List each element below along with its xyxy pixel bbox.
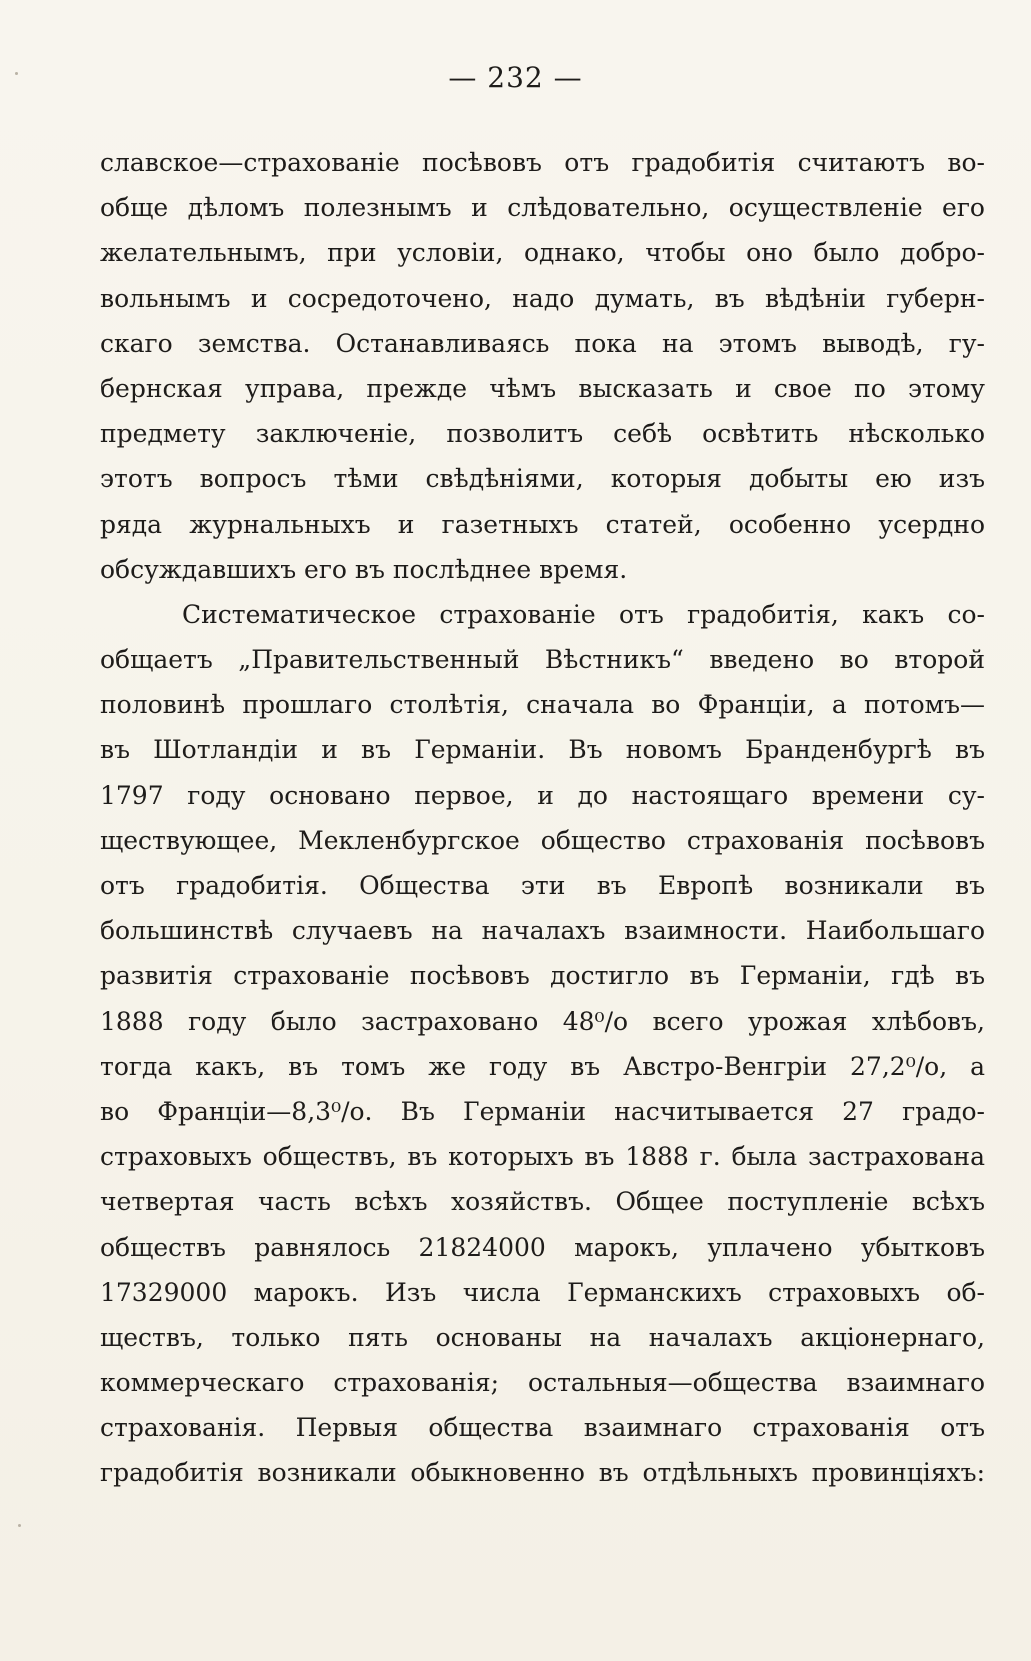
paper-speck bbox=[18, 1524, 21, 1527]
text-line: славское—страхованіе посѣвовъ отъ градобитія считаютъ во- bbox=[100, 148, 985, 177]
text-line: ществъ, только пять основаны на началахъ акціонернаго, bbox=[100, 1322, 985, 1352]
text-line: четвертая часть всѣхъ хозяйствъ. Общее поступленіе всѣхъ bbox=[100, 1187, 985, 1217]
page-number: — 232 — bbox=[448, 61, 583, 94]
text-line: коммерческаго страхованія; остальныя—общества взаимнаго bbox=[100, 1368, 985, 1398]
text-line: ществующее, Мекленбургское общество страхованія посѣвовъ bbox=[100, 825, 985, 855]
text-line: скаго земства. Останавливаясь пока на этомъ выводѣ, гу- bbox=[100, 328, 985, 358]
text-line: этотъ вопросъ тѣми свѣдѣніями, которыя добыты ею изъ bbox=[100, 464, 985, 494]
text-line: обществъ равнялось 21824000 марокъ, уплачено убытковъ bbox=[100, 1232, 985, 1262]
body-text bbox=[100, 140, 985, 1496]
text-line: ряда журнальныхъ и газетныхъ статей, особенно усердно bbox=[100, 509, 985, 539]
text-line: страховыхъ обществъ, въ которыхъ въ 1888 г. была застрахована bbox=[100, 1142, 985, 1172]
text-line: половинѣ прошлаго столѣтія, сначала во Франціи, а потомъ— bbox=[100, 690, 985, 720]
text-line: въ Шотландіи и въ Германіи. Въ новомъ Бранденбургѣ въ bbox=[100, 735, 985, 765]
text-line: во Франціи—8,3⁰/о. Въ Германіи насчитывается 27 градо- bbox=[100, 1096, 985, 1126]
text-line: 1797 году основано первое, и до настоящаго времени су- bbox=[100, 780, 985, 810]
text-line: 1888 году было застраховано 48⁰/о всего урожая хлѣбовъ, bbox=[100, 1006, 985, 1036]
text-line: тогда какъ, въ томъ же году въ Австро-Венгріи 27,2⁰/о, а bbox=[100, 1051, 985, 1081]
text-line: градобитія возникали обыкновенно въ отдѣльныхъ провинціяхъ: bbox=[100, 1458, 985, 1488]
text-line: общаетъ „Правительственный Вѣстникъ“ введено во второй bbox=[100, 645, 985, 675]
text-line: предмету заключеніе, позволитъ себѣ освѣтить нѣсколько bbox=[100, 419, 985, 449]
text-line: отъ градобитія. Общества эти въ Европѣ возникали въ bbox=[100, 871, 985, 900]
paragraph-first-line: Систематическое страхованіе отъ градобитія, какъ со- bbox=[182, 599, 985, 629]
text-line: развитія страхованіе посѣвовъ достигло въ Германіи, гдѣ въ bbox=[100, 961, 985, 991]
text-line: вольнымъ и сосредоточено, надо думать, въ вѣдѣніи губерн- bbox=[100, 283, 985, 313]
text-line: страхованія. Первыя общества взаимнаго страхованія отъ bbox=[100, 1413, 985, 1443]
paragraph-last-line: обсуждавшихъ его въ послѣднее время. bbox=[100, 554, 628, 584]
text-line: большинствѣ случаевъ на началахъ взаимности. Наибольшаго bbox=[100, 916, 985, 946]
text-line: 17329000 марокъ. Изъ числа Германскихъ страховыхъ об- bbox=[100, 1277, 985, 1307]
text-line: желательнымъ, при условіи, однако, чтобы оно было добро- bbox=[100, 238, 985, 268]
text-line: бернская управа, прежде чѣмъ высказать и свое по этому bbox=[100, 373, 985, 403]
text-line: обще дѣломъ полезнымъ и слѣдовательно, осуществленіе его bbox=[100, 193, 985, 223]
